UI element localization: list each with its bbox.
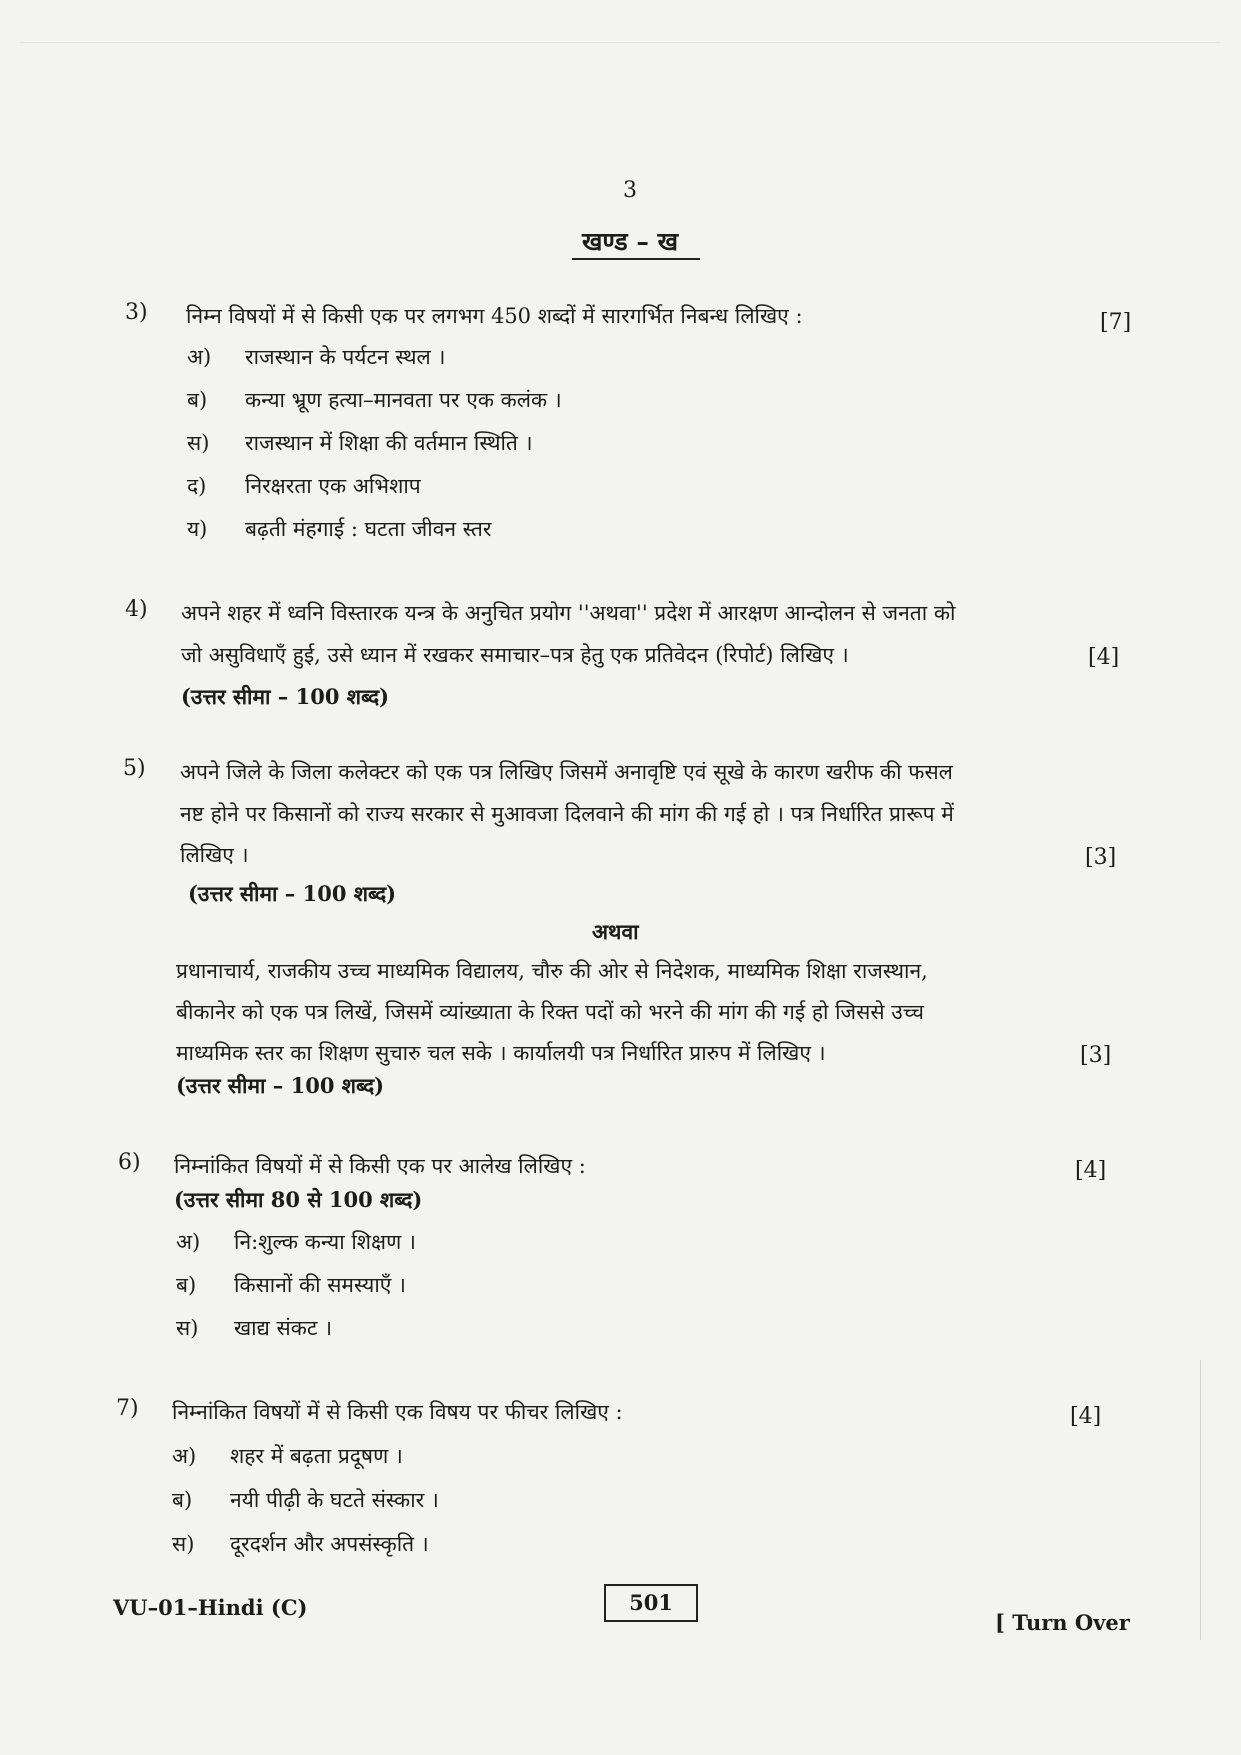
paper-code: VU–01–Hindi (C) — [113, 1595, 308, 1620]
q7-number: 7) — [116, 1396, 139, 1421]
q5-line-3: लिखिए । — [180, 843, 249, 867]
q6-option-a: अ) नि:शुल्क कन्या शिक्षण । — [176, 1230, 416, 1254]
q3-option-c: स) राजस्थान में शिक्षा की वर्तमान स्थिति । — [187, 431, 533, 455]
q3-option-d: द) निरक्षरता एक अभिशाप — [187, 474, 421, 498]
q5-alt-mark: [3] — [1080, 1043, 1112, 1068]
q5-or: अथवा — [592, 919, 639, 944]
q6-option-b: ब) किसानों की समस्याएँ । — [176, 1273, 407, 1297]
q4-line-2: जो असुविधाएँ हुई, उसे ध्यान में रखकर समाचार–पत्र हेतु एक प्रतिवेदन (रिपोर्ट) लिखिए । — [181, 643, 849, 667]
q4-mark: [4] — [1088, 645, 1120, 670]
paper-number-box: 501 — [604, 1584, 698, 1622]
q6-limit: (उत्तर सीमा 80 से 100 शब्द) — [174, 1187, 423, 1212]
q3-option-b: ब) कन्या भ्रूण हत्या–मानवता पर एक कलंक । — [187, 388, 562, 412]
q3-number: 3) — [125, 300, 148, 325]
q7-mark: [4] — [1070, 1404, 1102, 1429]
q5-alt-limit: (उत्तर सीमा – 100 शब्द) — [176, 1073, 385, 1098]
q6-mark: [4] — [1075, 1158, 1107, 1183]
q6-number: 6) — [118, 1150, 141, 1175]
page-number: 3 — [623, 178, 637, 203]
q5-line-1: अपने जिले के जिला कलेक्टर को एक पत्र लिखिए जिसमें अनावृष्टि एवं सूखे के कारण खरीफ की फसल — [180, 760, 953, 784]
q6-text: निम्नांकित विषयों में से किसी एक पर आलेख लिखिए : — [174, 1154, 586, 1178]
q4-limit: (उत्तर सीमा – 100 शब्द) — [181, 684, 390, 709]
q5-number: 5) — [123, 756, 146, 781]
turn-over-note: [ Turn Over — [995, 1610, 1130, 1635]
q7-option-a: अ) शहर में बढ़ता प्रदूषण । — [172, 1444, 403, 1468]
q4-number: 4) — [125, 597, 148, 622]
scan-edge-line — [1200, 1360, 1201, 1640]
q5-limit: (उत्तर सीमा – 100 शब्द) — [188, 881, 397, 906]
q6-option-c: स) खाद्य संकट । — [176, 1316, 333, 1340]
q5-alt-line-2: बीकानेर को एक पत्र लिखें, जिसमें व्यांख्याता के रिक्त पदों को भरने की मांग की गई हो जिससे उच्च — [176, 1000, 924, 1024]
section-title: खण्ड – ख — [581, 227, 679, 256]
q3-option-a: अ) राजस्थान के पर्यटन स्थल । — [187, 345, 446, 369]
q5-alt-line-3: माध्यमिक स्तर का शिक्षण सुचारु चल सके । कार्यालयी पत्र निर्धारित प्रारुप में लिखिए । — [176, 1041, 826, 1065]
q4-line-1: अपने शहर में ध्वनि विस्तारक यन्त्र के अनुचित प्रयोग ''अथवा'' प्रदेश में आरक्षण आन्दोलन से जनता को — [181, 601, 956, 625]
section-underline — [572, 258, 700, 260]
q3-mark: [7] — [1100, 310, 1132, 335]
q3-option-e: य) बढ़ती मंहगाई : घटता जीवन स्तर — [187, 517, 492, 541]
q5-mark: [3] — [1085, 845, 1117, 870]
q5-line-2: नष्ट होने पर किसानों को राज्य सरकार से मुआवजा दिलवाने की मांग की गई हो । पत्र निर्धारित प्रारूप में — [180, 802, 954, 826]
q5-alt-line-1: प्रधानाचार्य, राजकीय उच्च माध्यमिक विद्यालय, चौरु की ओर से निदेशक, माध्यमिक शिक्षा राजस्थान, — [176, 959, 928, 983]
top-edge-line — [20, 42, 1220, 43]
q3-text: निम्न विषयों में से किसी एक पर लगभग 450 शब्दों में सारगर्भित निबन्ध लिखिए : — [186, 304, 803, 328]
q7-option-b: ब) नयी पीढ़ी के घटते संस्कार । — [172, 1488, 439, 1512]
q7-option-c: स) दूरदर्शन और अपसंस्कृति । — [172, 1532, 429, 1556]
q7-text: निम्नांकित विषयों में से किसी एक विषय पर फीचर लिखिए : — [172, 1400, 623, 1424]
